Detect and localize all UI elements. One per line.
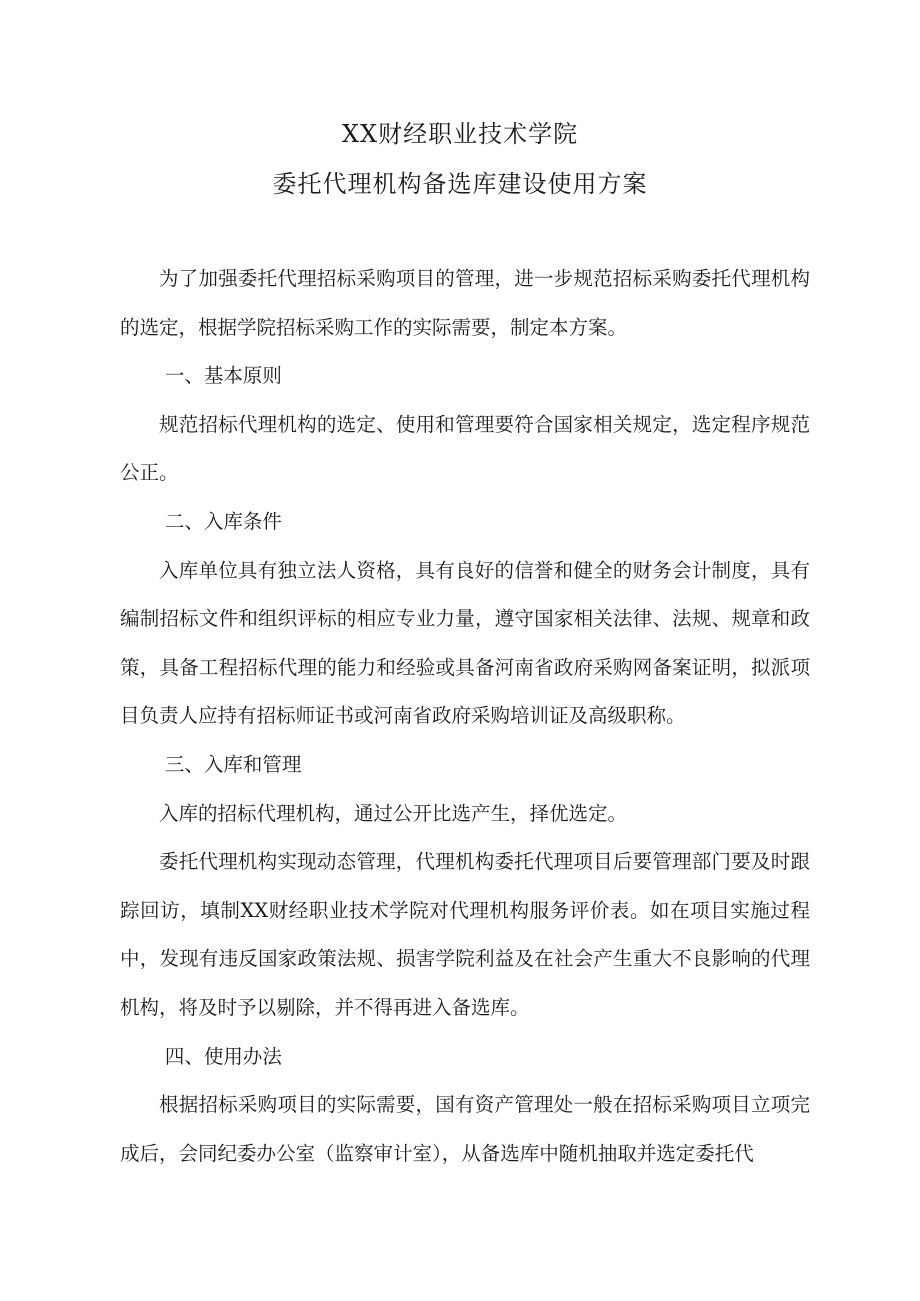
dynamic-management-paragraph: 委托代理机构实现动态管理，代理机构委托代理项目后要管理部门要及时跟踪回访，填制XX财经职业技术学院对代理机构服务评价表。如在项目实施过程中，发现有违反国家政策法规、损害学院利益及在社会产生重大不良影响的代理机构，将及时予以剔除，并不得再进入备选库。 xyxy=(120,850,810,1019)
section-heading-entry-conditions: 二、入库条件 xyxy=(164,509,282,533)
entry-selection-paragraph: 入库的招标代理机构，通过公开比选产生，择优选定。 xyxy=(159,801,628,825)
entry-conditions-paragraph: 入库单位具有独立法人资格，具有良好的信誉和健全的财务会计制度，具有编制招标文件和组织评标的相应专业力量，遵守国家相关法律、法规、规章和政策，具备工程招标代理的能力和经验或具备河南省政府采购网备案证明，拟派项目负责人应持有招标师证书或河南省政府采购培训证及高级职称。 xyxy=(120,558,810,728)
intro-paragraph: 为了加强委托代理招标采购项目的管理，进一步规范招标采购委托代理机构的选定，根据学院招标采购工作的实际需要，制定本方案。 xyxy=(120,267,810,339)
usage-method-paragraph: 根据招标采购项目的实际需要，国有资产管理处一般在招标采购项目立项完成后，会同纪委办公室（监察审计室），从备选库中随机抽取并选定委托代 xyxy=(120,1093,810,1165)
section-heading-entry-and-management: 三、入库和管理 xyxy=(164,752,302,776)
document-title-plan: 委托代理机构备选库建设使用方案 xyxy=(272,170,648,198)
document-body xyxy=(120,255,810,1178)
section-heading-basic-principles: 一、基本原则 xyxy=(164,364,282,388)
document-title-institution: XX财经职业技术学院 xyxy=(341,120,579,148)
section-heading-usage-method: 四、使用办法 xyxy=(164,1044,282,1068)
basic-principles-paragraph: 规范招标代理机构的选定、使用和管理要符合国家相关规定，选定程序规范公正。 xyxy=(120,412,810,485)
